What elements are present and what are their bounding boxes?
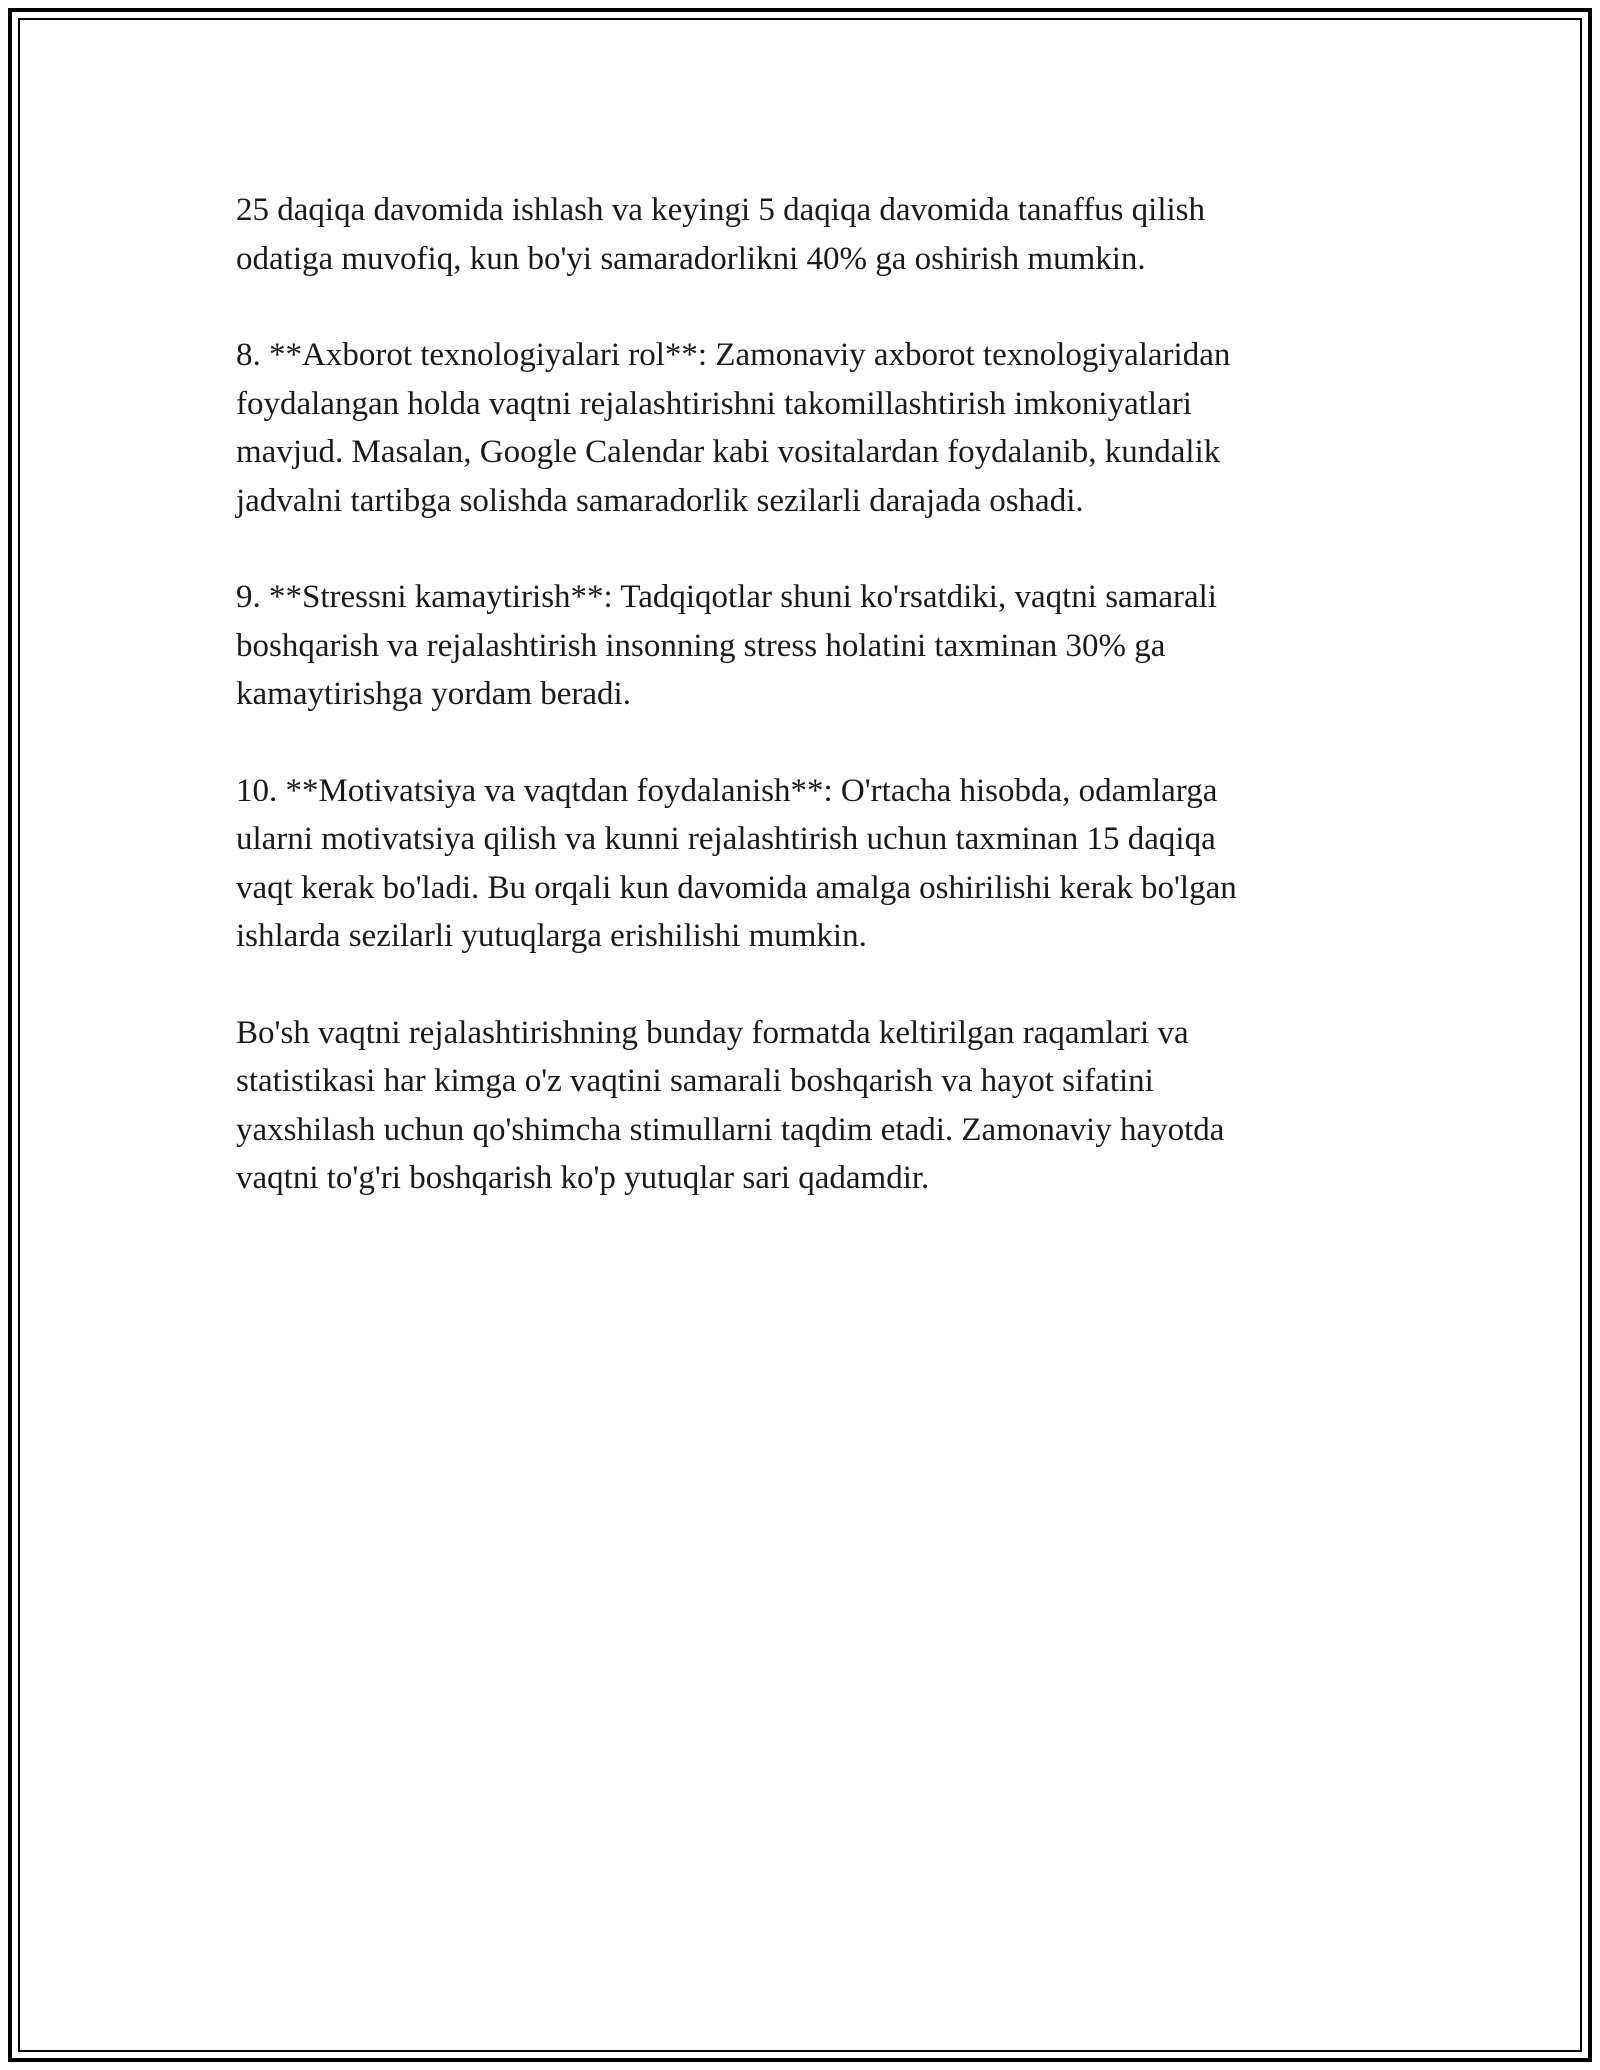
paragraph-item-9-stress: 9. **Stressni kamaytirish**: Tadqiqotlar shuni ko'rsatdiki, vaqtni samarali boshqarish va rejalashtirish insonning stress holatini taxminan 30% ga kamaytirishga yordam beradi. — [236, 579, 1217, 712]
paragraph-conclusion: Bo'sh vaqtni rejalashtirishning bunday formatda keltirilgan raqamlari va statistikasi har kimga o'z vaqtini samarali boshqarish va hayot sifatini yaxshilash uchun qo'shimcha stimullarni taqdim etadi. Zamonaviy hayotda vaqtni to'g'ri boshqarish ko'p yutuqlar sari qadamdir. — [236, 1014, 1225, 1196]
paragraph-item-10-motivation: 10. **Motivatsiya va vaqtdan foydalanish**: O'rtacha hisobda, odamlarga ularni motivatsiya qilish va kunni rejalashtirish uchun taxminan 15 daqiqa vaqt kerak bo'ladi. Bu orqali kun davomida amalga oshirilishi kerak bo'lgan ishlarda sezilarli yutuqlarga erishilishi mumkin. — [236, 772, 1237, 954]
paragraph-pomodoro-continuation: 25 daqiqa davomida ishlash va keyingi 5 daqiqa davomida tanaffus qilish odatiga muvofiq, kun bo'yi samaradorlikni 40% ga oshirish mumkin. — [236, 192, 1206, 277]
document-body — [236, 186, 1386, 1251]
paragraph-item-8-it-role: 8. **Axborot texnologiyalari rol**: Zamonaviy axborot texnologiyalaridan foydalangan holda vaqtni rejalashtirishni takomillashtirish imkoniyatlari mavjud. Masalan, Google Calendar kabi vositalardan foydalanib, kundalik jadvalni tartibga solishda samaradorlik sezilarli darajada oshadi. — [236, 337, 1231, 519]
